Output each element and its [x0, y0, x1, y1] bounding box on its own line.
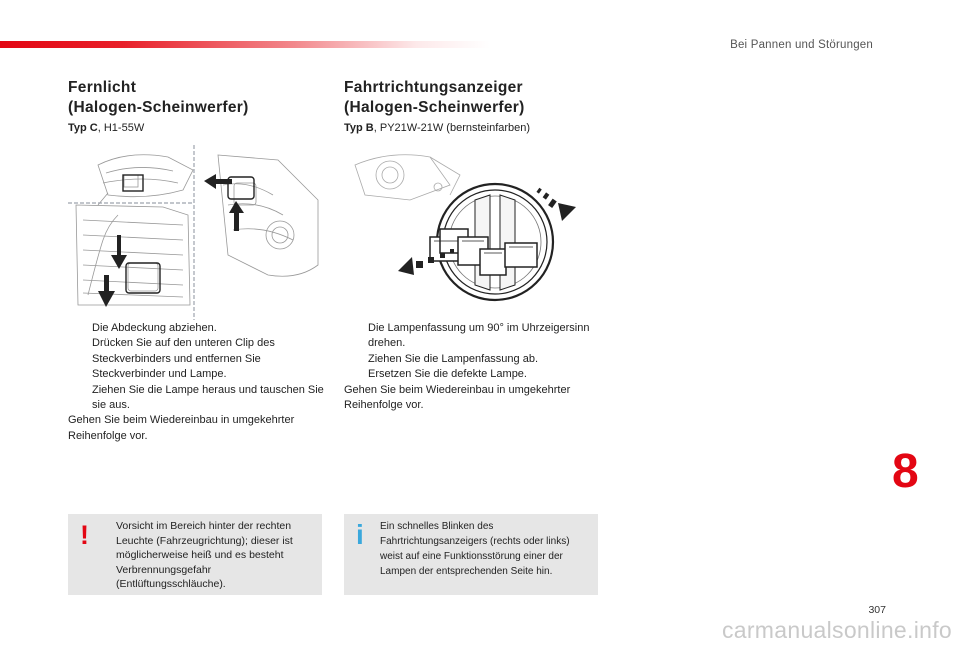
left-heading-line1: Fernlicht — [68, 79, 137, 96]
left-heading — [68, 78, 249, 118]
left-typ-label: Typ C — [68, 122, 98, 134]
step-text: Die Lampenfassung um 90° im Uhrzeigersinn drehen. — [368, 322, 590, 350]
watermark: carmanualsonline.info — [721, 617, 952, 643]
left-typ-value: , H1-55W — [97, 122, 145, 134]
right-instructions — [344, 321, 602, 413]
left-instructions — [68, 321, 326, 444]
list-item — [344, 321, 602, 352]
left-bulb-type — [68, 122, 144, 134]
chapter-color-bar — [0, 41, 490, 48]
info-box — [344, 514, 598, 595]
high-beam-bulb-illustration — [68, 145, 323, 320]
left-heading-line2: (Halogen-Scheinwerfer) — [68, 99, 249, 116]
warning-text: Vorsicht im Bereich hinter der rechten Leuchte (Fahrzeugrichtung); dieser ist möglicherweise heiß und es besteht Verbrennungsgefahr (Entlüftungsschläuche). — [116, 520, 293, 591]
list-item — [344, 352, 602, 367]
step-text: Ziehen Sie die Lampe heraus und tauschen Sie sie aus. — [92, 383, 324, 412]
left-closing-text: Gehen Sie beim Wiedereinbau in umgekehrter Reihenfolge vor. — [68, 414, 295, 442]
right-typ-label: Typ B — [344, 122, 374, 134]
step-text: Ersetzen Sie die defekte Lampe. — [368, 368, 527, 381]
page-number: 307 — [868, 604, 886, 616]
right-heading-line1: Fahrtrichtungsanzeiger — [344, 79, 523, 96]
right-closing-text: Gehen Sie beim Wiedereinbau in umgekehrter Reihenfolge vor. — [344, 383, 571, 412]
right-heading — [344, 78, 525, 118]
info-icon: i — [356, 519, 364, 550]
right-steps — [344, 321, 602, 383]
list-item — [68, 383, 326, 414]
section-title: Bei Pannen und Störungen — [730, 39, 873, 51]
left-steps — [68, 321, 326, 413]
right-bulb-type — [344, 122, 530, 134]
list-item — [68, 321, 326, 336]
chapter-number: 8 — [892, 445, 919, 498]
turn-signal-bulb-illustration — [350, 145, 590, 310]
step-text: Die Abdeckung abziehen. — [92, 322, 217, 334]
right-typ-value: , PY21W-21W (bernsteinfarben) — [373, 122, 531, 134]
list-item — [344, 367, 602, 382]
warning-box — [68, 514, 322, 595]
list-item — [68, 336, 326, 382]
step-text: Ziehen Sie die Lampenfassung ab. — [368, 352, 539, 365]
info-text: Ein schnelles Blinken des Fahrtrichtungsanzeigers (rechts oder links) weist auf eine Funktionsstörung einer der Lampen der entsprechenden Seite hin. — [380, 521, 570, 577]
warning-icon: ! — [80, 520, 89, 550]
step-text: Drücken Sie auf den unteren Clip des Steckverbinders und entfernen Sie Steckverbinder und Lampe. — [92, 337, 275, 381]
right-heading-line2: (Halogen-Scheinwerfer) — [344, 99, 525, 116]
